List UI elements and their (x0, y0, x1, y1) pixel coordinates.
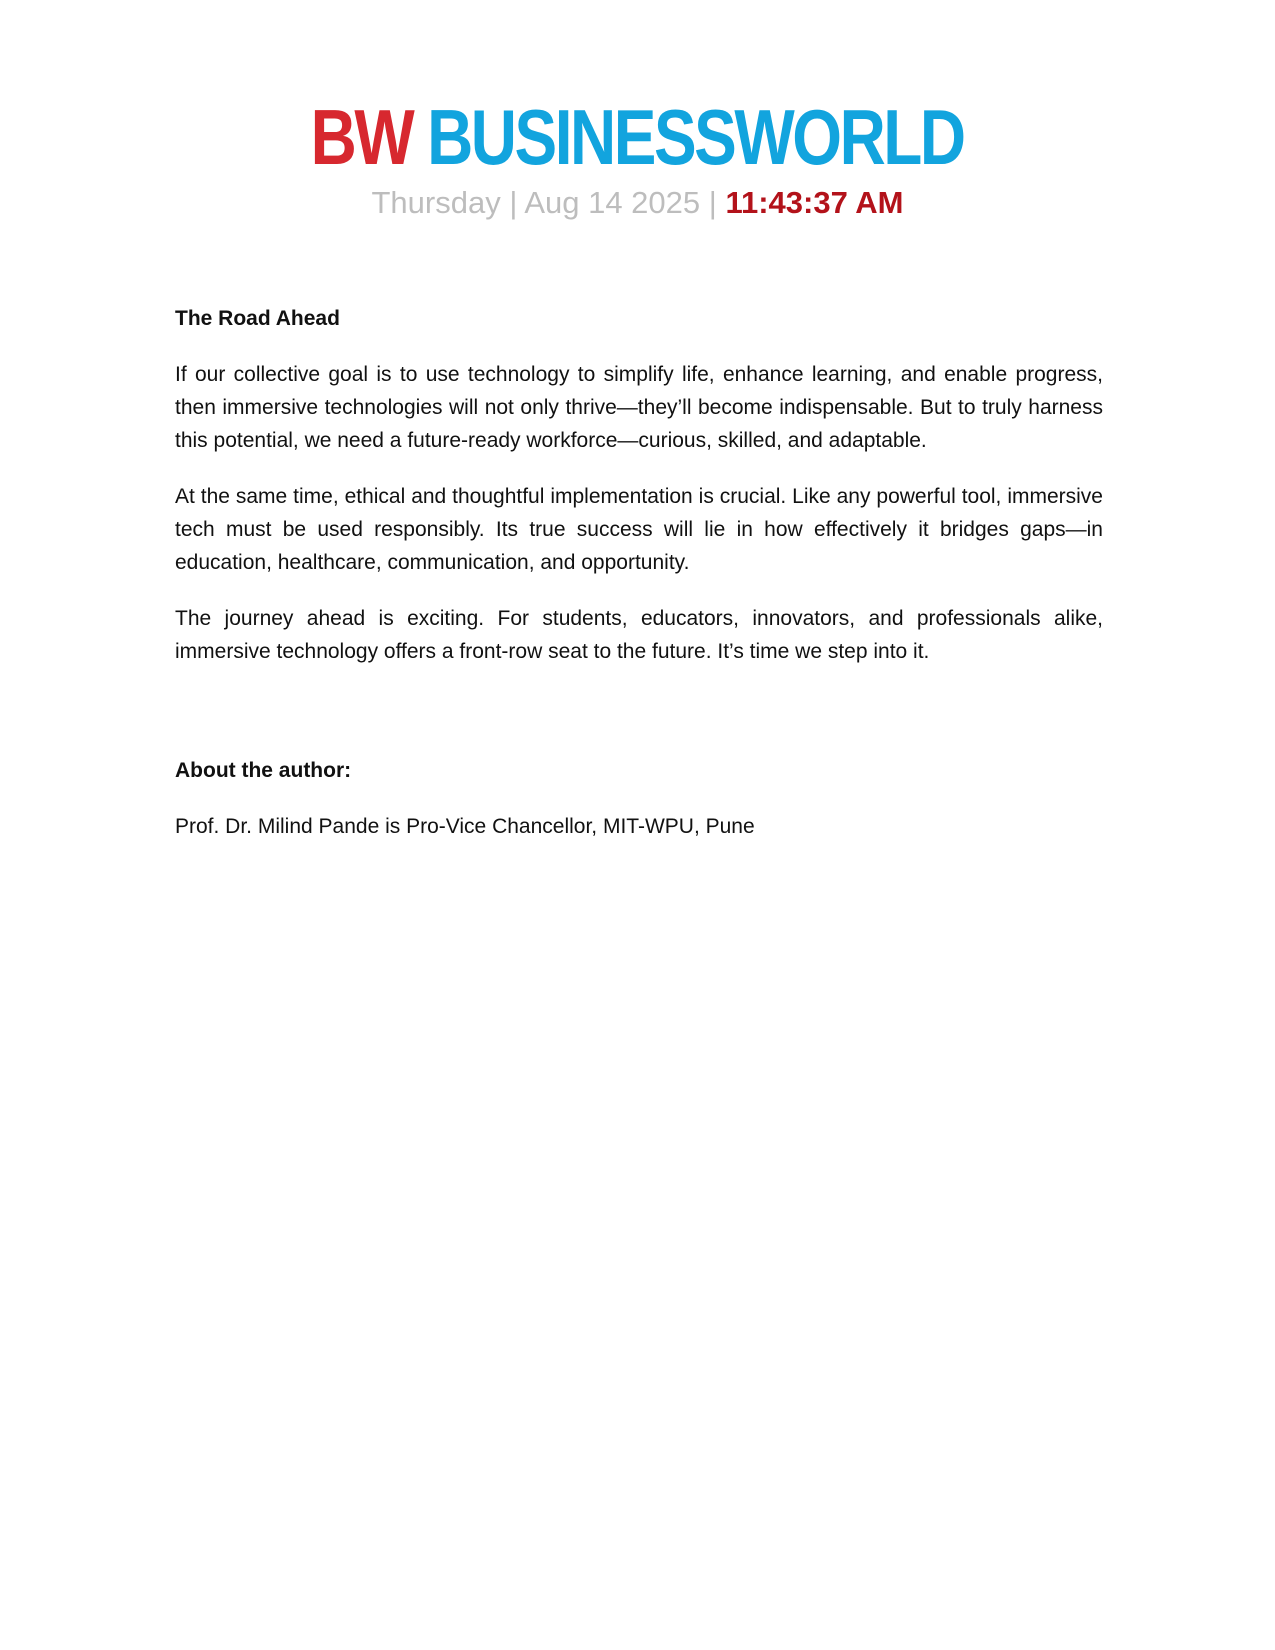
date-value: Aug 14 2025 (524, 185, 701, 220)
time-value: 11:43:37 AM (725, 185, 904, 220)
author-bio: Prof. Dr. Milind Pande is Pro-Vice Chancellor, MIT-WPU, Pune (175, 815, 755, 838)
article-body (175, 302, 1103, 843)
article-paragraph: If our collective goal is to use technology to simplify life, enhance learning, and enable progress, then immersive technologies will not only thrive—they’ll become indispensable. But to truly harness this potential, we need a future-ready workforce—curious, skilled, and adaptable. (175, 363, 1103, 452)
masthead (0, 92, 1275, 222)
date-separator: | (708, 185, 717, 220)
article-paragraph: The journey ahead is exciting. For students, educators, innovators, and professionals alike, immersive technology offers a front-row seat to the future. It’s time we step into it. (175, 607, 1103, 663)
author-heading: About the author: (175, 759, 352, 782)
businessworld-logo[interactable] (311, 92, 964, 182)
dateline (0, 184, 1275, 222)
date-separator: | (509, 185, 518, 220)
logo-name-text: BUSINESSWORLD (427, 93, 964, 181)
article-paragraph: At the same time, ethical and thoughtful implementation is crucial. Like any powerful tool, immersive tech must be used responsibly. Its true success will lie in how effectively it bridges gaps—in education, healthcare, communication, and opportunity. (175, 485, 1103, 574)
logo-bw-text: BW (311, 93, 413, 181)
date-day: Thursday (371, 185, 501, 220)
section-heading: The Road Ahead (175, 307, 340, 330)
